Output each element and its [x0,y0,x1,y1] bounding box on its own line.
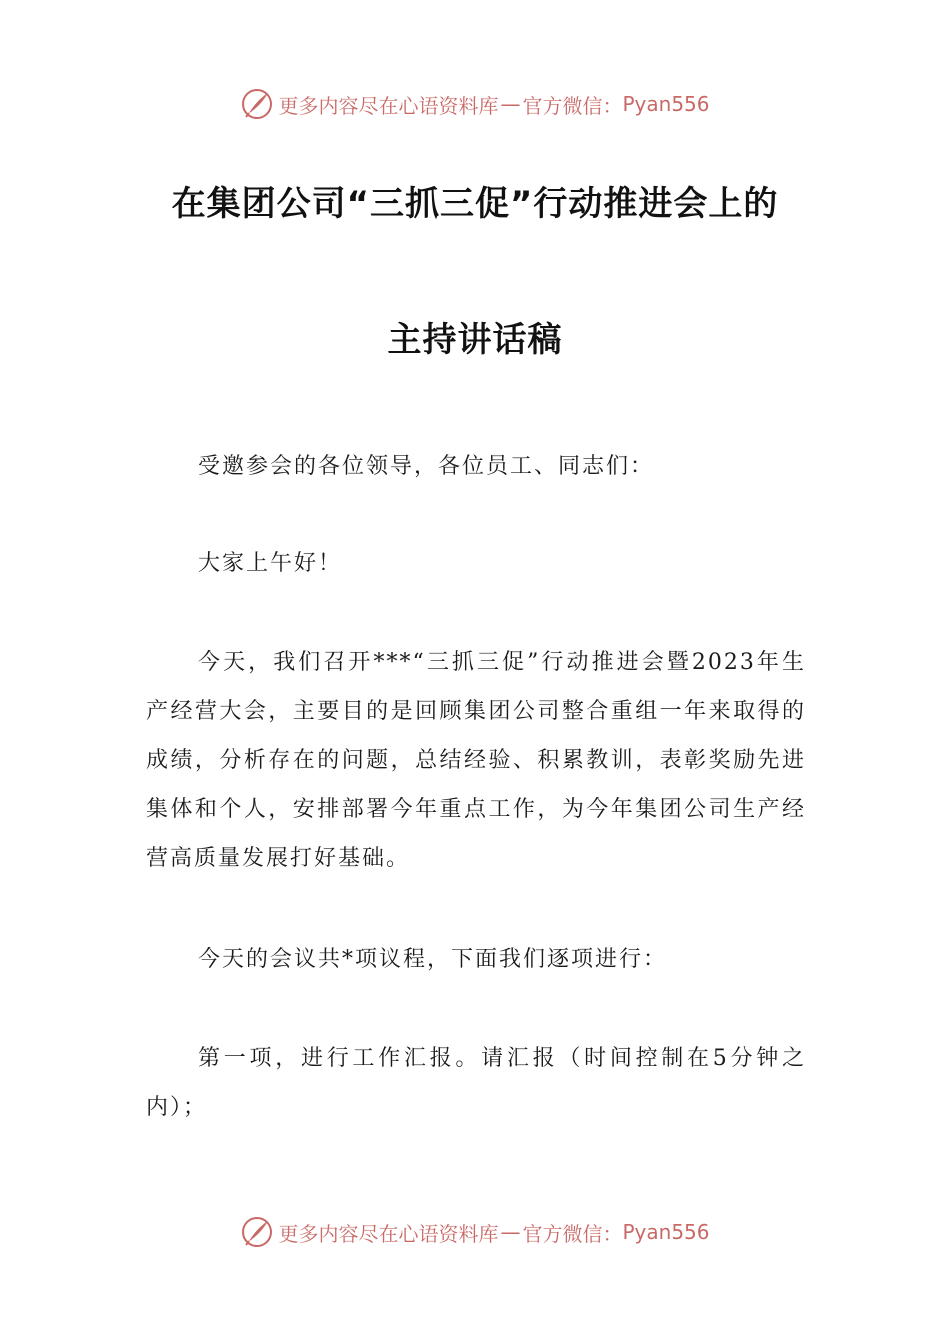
agenda-intro-paragraph: 今天的会议共*项议程，下面我们逐项进行： [198,947,668,972]
salutation-paragraph: 受邀参会的各位领导，各位员工、同志们： [198,454,655,479]
document-title-line-2: 主持讲话稿 [387,320,563,360]
header-watermark [0,84,950,124]
greeting-paragraph: 大家上午好！ [198,551,343,576]
document-title-line-1: 在集团公司“三抓三促”行动推进会上的 [171,184,779,224]
watermark-separator: — [500,92,521,116]
agenda-item-1-paragraph: 第一项，进行工作汇报。请汇报（时间控制在5分钟之内）； [146,1046,806,1120]
watermark-middle: 官方微信： [522,93,623,118]
watermark-middle: 官方微信： [522,1221,623,1246]
watermark-handle: Pyan556 [622,1220,710,1244]
footer-watermark [0,1212,950,1252]
watermark-prefix: 更多内容尽在心语资料库 [278,93,499,118]
feather-pen-logo-icon [240,1215,274,1249]
watermark-handle: Pyan556 [622,92,710,116]
feather-pen-logo-icon [240,87,274,121]
watermark-separator: — [500,1220,521,1244]
purpose-paragraph: 今天，我们召开***“三抓三促”行动推进会暨2023年生产经营大会，主要目的是回顾集团公司整合重组一年来取得的成绩，分析存在的问题，总结经验、积累教训，表彰奖励先进集体和个人，安排部署今年重点工作，为今年集团公司生产经营高质量发展打好基础。 [146,650,806,871]
watermark-prefix: 更多内容尽在心语资料库 [278,1221,499,1246]
